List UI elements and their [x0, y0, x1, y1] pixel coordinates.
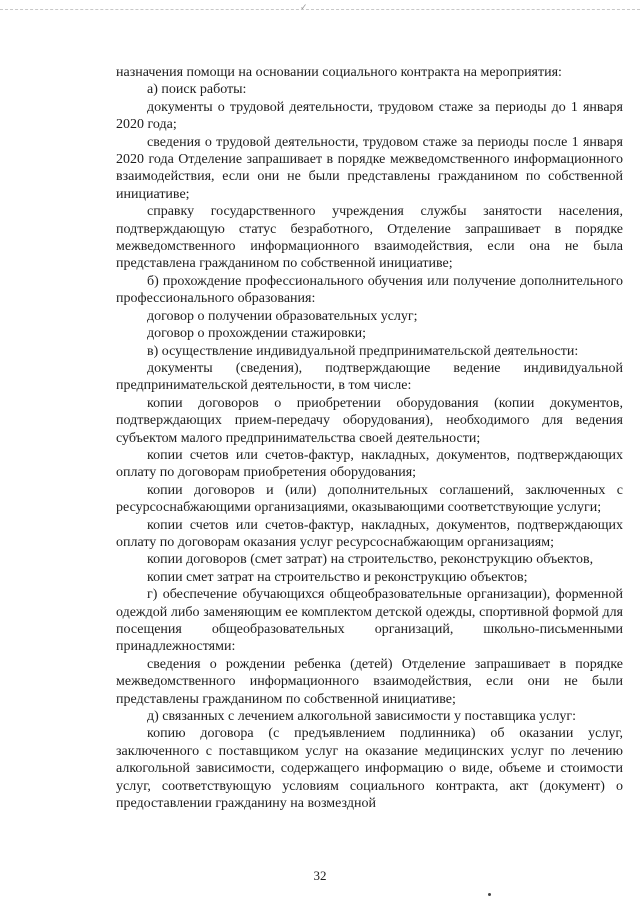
- paragraph-item-g: г) обеспечение обучающихся общеобразовательные организации), форменной одеждой либо заменяющим ее комплектом детской одежды, спортивной формой для посещения общеобразовательных организаций, школьно-письменными принадлежностями:: [116, 587, 623, 655]
- paragraph: копии договоров и (или) дополнительных соглашений, заключенных с ресурсоснабжающими организациями, оказывающими соответствующие услуги;: [116, 482, 623, 516]
- paragraph: копии договоров о приобретении оборудования (копии документов, подтверждающих прием-передачу оборудования), необходимого для ведения субъектом малого предпринимательства своей деятельности;: [116, 395, 623, 446]
- paragraph-item-d: д) связанных с лечением алкогольной зависимости у поставщика услуг:: [147, 709, 577, 725]
- paragraph: копию договора (с предъявлением подлинника) об оказании услуг, заключенного с поставщиком услуг на оказание медицинских услуг по лечению алкогольной зависимости, содержащего информацию о виде, объеме и стоимости услуг, соответствующую условиям социального контракта, акт (документ) о предоставлении гражданину на возмездной: [116, 726, 623, 812]
- paragraph-continuation: назначения помощи на основании социального контракта на мероприятия:: [116, 65, 562, 80]
- scan-mark: ✓: [300, 2, 308, 12]
- paragraph: копии договоров (смет затрат) на строительство, реконструкцию объектов,: [147, 552, 594, 568]
- paragraph: сведения о трудовой деятельности, трудовом стаже за периоды после 1 января 2020 года Отделение запрашивает в порядке межведомственного информационного взаимодействия, если они не были представлены гражданином по собственной инициативе;: [116, 134, 623, 202]
- paragraph: документы о трудовой деятельности, трудовом стаже за периоды до 1 января 2020 года;: [116, 99, 623, 133]
- paragraph: сведения о рождении ребенка (детей) Отделение запрашивает в порядке межведомственного информационного взаимодействия, если они не были представлены гражданином по собственной инициативе;: [116, 656, 623, 707]
- page-number: 32: [313, 868, 327, 883]
- scan-speck: [488, 893, 491, 896]
- paragraph-item-v: в) осуществление индивидуальной предпринимательской деятельности:: [147, 343, 579, 359]
- paragraph: копии счетов или счетов-фактур, накладных, документов, подтверждающих оплату по договорам оказания услуг ресурсоснабжающим организациям;: [116, 517, 623, 550]
- paragraph-item-a: а) поиск работы:: [147, 82, 247, 98]
- paragraph: документы (сведения), подтверждающие ведение индивидуальной предпринимательской деятельности, в том числе:: [116, 360, 623, 394]
- paragraph: договор о получении образовательных услуг;: [147, 308, 418, 324]
- paragraph: копии смет затрат на строительство и реконструкцию объектов;: [147, 569, 528, 585]
- paragraph: копии счетов или счетов-фактур, накладных, документов, подтверждающих оплату по договорам приобретения оборудования;: [116, 447, 623, 481]
- paragraph: договор о прохождении стажировки;: [147, 326, 366, 342]
- document-page: [116, 64, 623, 812]
- scan-top-edge: [0, 9, 640, 10]
- paragraph-item-b: б) прохождение профессионального обучения или получение дополнительного профессионального образования:: [116, 273, 623, 307]
- paragraph: справку государственного учреждения службы занятости населения, подтверждающую статус безработного, Отделение запрашивает в порядке межведомственного информационного взаимодействия, если она не была представлена гражданином по собственной инициативе;: [116, 204, 623, 272]
